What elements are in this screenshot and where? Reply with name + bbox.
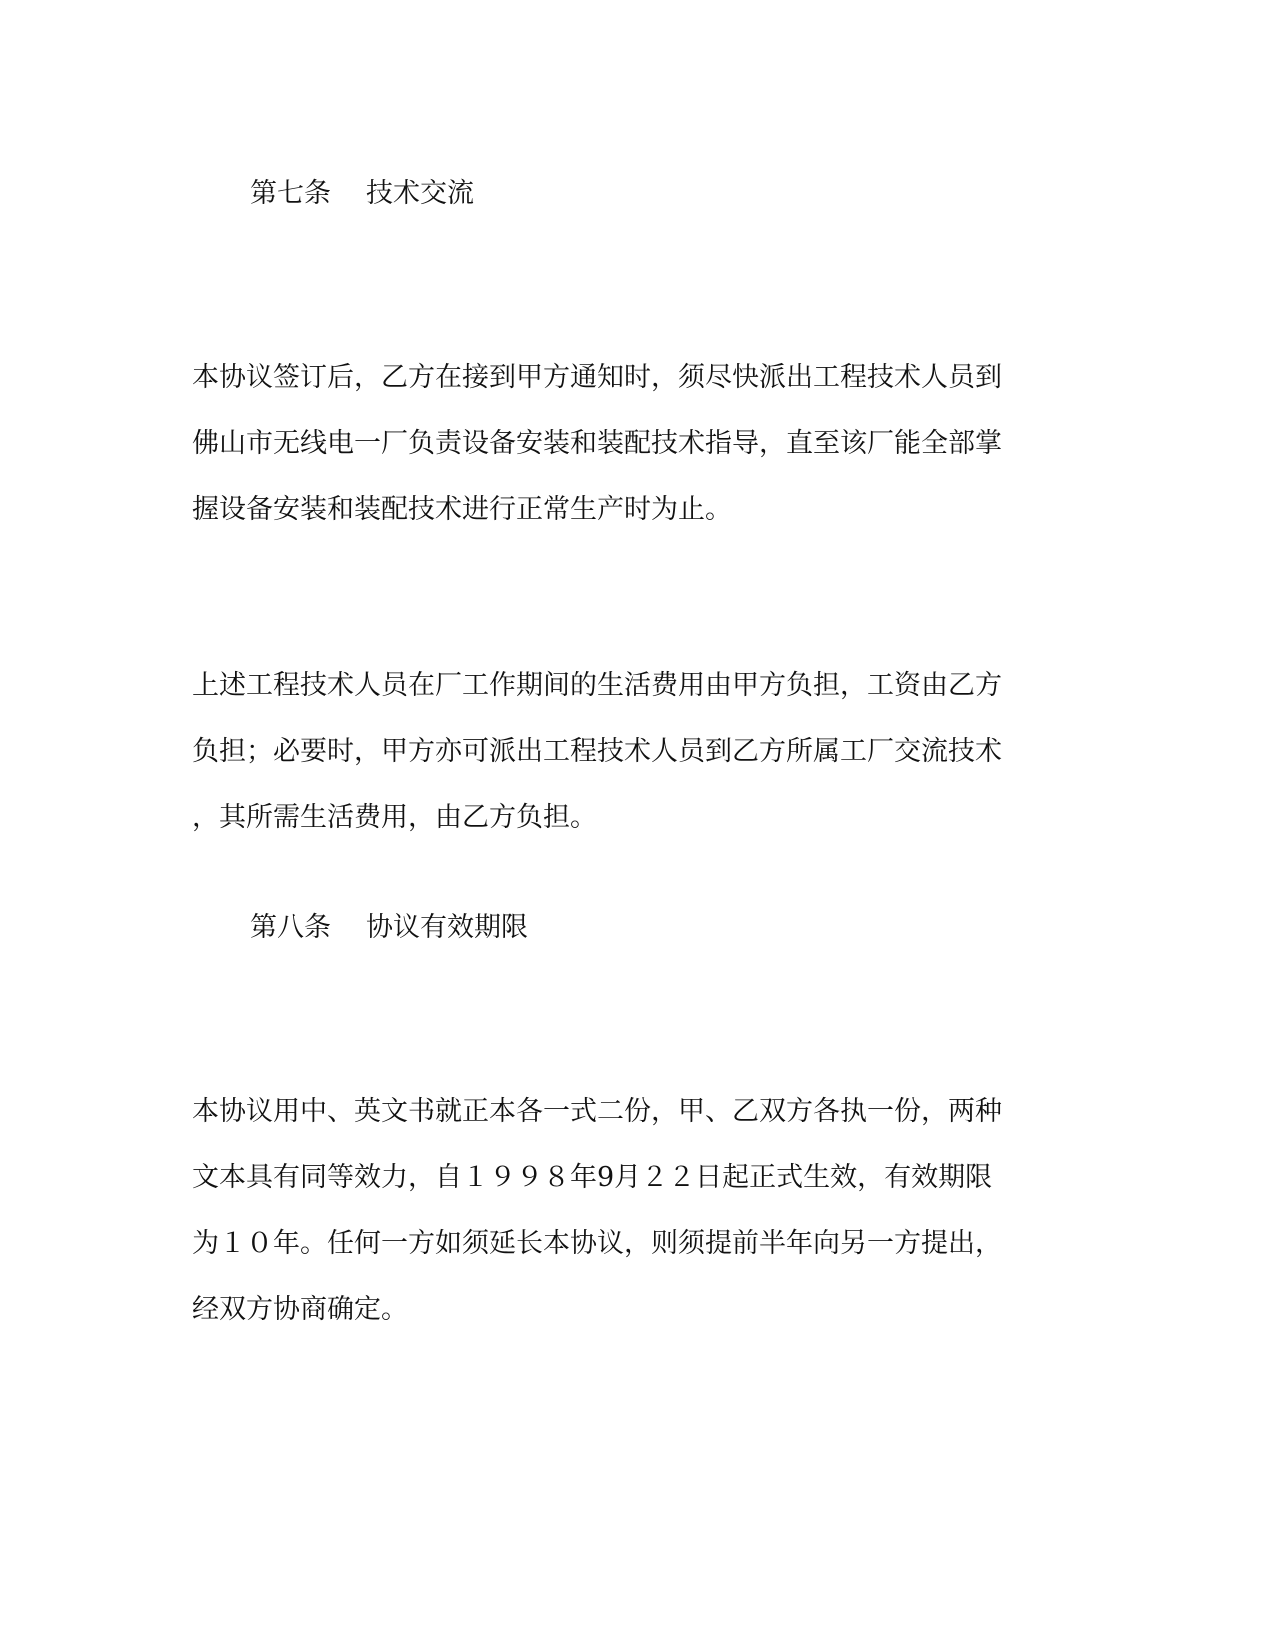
section-7-paragraph-2 [192, 668, 1092, 866]
paragraph-line: 经双方协商确定。 [192, 1294, 408, 1325]
section-8-paragraph-1 [192, 1094, 1092, 1358]
section-8-title: 协议有效期限 [366, 912, 528, 943]
section-7-paragraph-1 [192, 360, 1092, 558]
paragraph-line: 文本具有同等效力，自１９９８年9月２２日起正式生效，有效期限 [192, 1162, 993, 1193]
section-8-heading [250, 910, 528, 946]
paragraph-line: 握设备安装和装配技术进行正常生产时为止。 [192, 494, 732, 525]
section-8-number: 第八条 [250, 912, 331, 943]
paragraph-line: 本协议用中、英文书就正本各一式二份，甲、乙双方各执一份，两种 [192, 1096, 1002, 1127]
paragraph-line: 上述工程技术人员在厂工作期间的生活费用由甲方负担，工资由乙方 [192, 670, 1002, 701]
paragraph-line: 佛山市无线电一厂负责设备安装和装配技术指导，直至该厂能全部掌 [192, 428, 1002, 459]
section-7-heading [250, 176, 474, 212]
paragraph-line: 为１０年。任何一方如须延长本协议，则须提前半年向另一方提出， [192, 1228, 1002, 1259]
paragraph-line: 负担；必要时，甲方亦可派出工程技术人员到乙方所属工厂交流技术 [192, 736, 1002, 767]
section-7-number: 第七条 [250, 178, 331, 209]
paragraph-line: 本协议签订后，乙方在接到甲方通知时，须尽快派出工程技术人员到 [192, 362, 1002, 393]
paragraph-line: ，其所需生活费用，由乙方负担。 [192, 802, 597, 833]
section-7-title: 技术交流 [366, 178, 474, 209]
